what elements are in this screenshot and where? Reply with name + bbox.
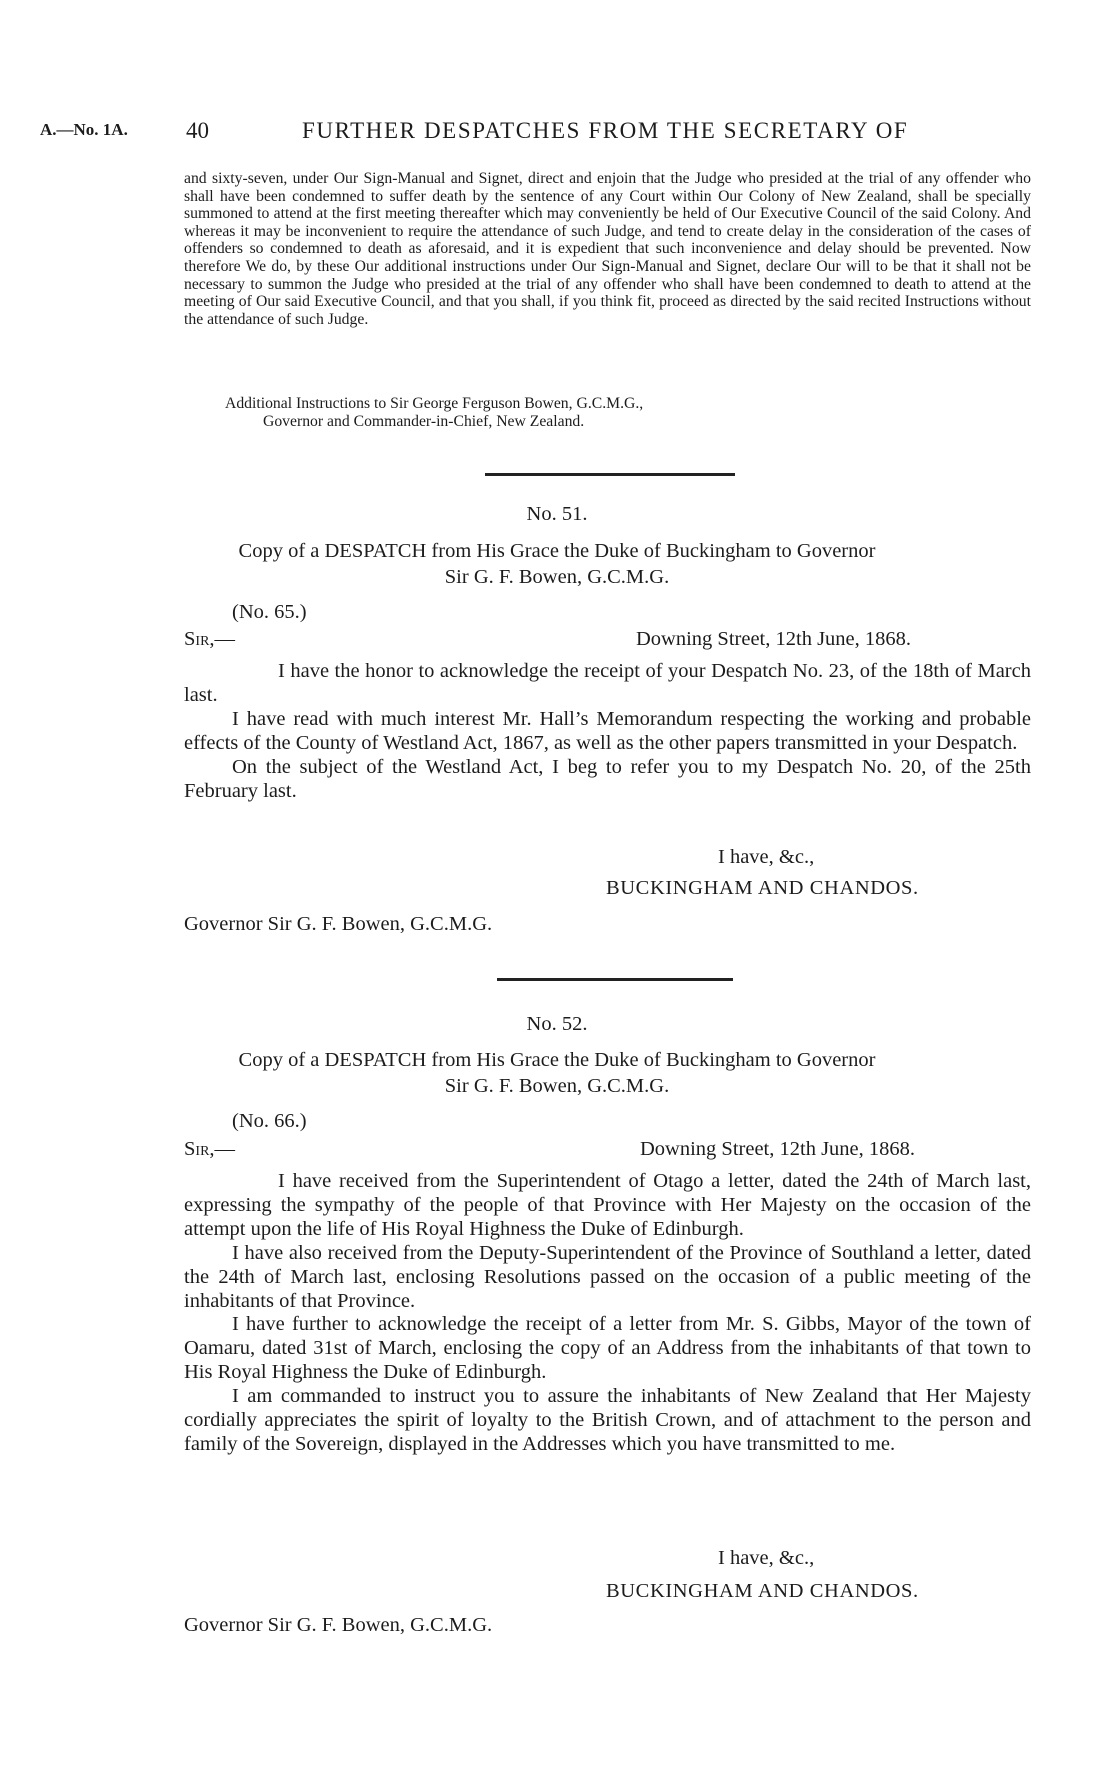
body-paragraph: On the subject of the Westland Act, I beg to refer you to my Despatch No. 20, of the 25th February last. bbox=[184, 755, 1031, 802]
continuation-paragraph: and sixty-seven, under Our Sign-Manual and Signet, direct and enjoin that the Judge who presided at the trial of any offender who shall have been condemned to suffer death by the sentence of any Court within Our Colony of New Zealand, shall be specially summoned to attend at the first meeting thereafter which may conveniently be held of Our Executive Council of the said Colony. And whereas it may be inconvenient to require the attendance of such Judge, and tend to create delay in the consideration of the cases of offenders so condemned to death as aforesaid, and it is expedient that such inconvenience and delay should be prevented. Now therefore We do, by these Our additional instructions under Our Sign-Manual and Signet, declare Our will to be that it shall not be necessary to summon the Judge who presided at the trial of any offender who shall have been condemned to death to attend at the meeting of Our said Executive Council, and that you shall, if you think fit, proceed as directed by the said recited Instructions without the attendance of such Judge. bbox=[184, 170, 1031, 328]
despatch-51-body bbox=[184, 660, 1031, 803]
additional-instructions-addressee bbox=[225, 395, 643, 431]
despatch-51-heading-line-2: Sir G. F. Bowen, G.C.M.G. bbox=[444, 566, 670, 588]
despatch-52-body bbox=[184, 1170, 1031, 1457]
body-paragraph: I have also received from the Deputy-Superintendent of the Province of Southland a letter, dated the 24th of March last, enclosing Resolutions passed on the occasion of a public meeting of the inhabitants of that Province. bbox=[184, 1241, 1031, 1312]
despatch-51-closing: I have, &c., bbox=[718, 846, 815, 868]
addressee-line-1: Additional Instructions to Sir George Ferguson Bowen, G.C.M.G., bbox=[225, 395, 644, 412]
despatch-51-number: No. 51. bbox=[526, 503, 588, 525]
running-title: FURTHER DESPATCHES FROM THE SECRETARY OF bbox=[302, 118, 909, 143]
despatch-51-addressee: Governor Sir G. F. Bowen, G.C.M.G. bbox=[184, 913, 493, 935]
paper-reference: A.—No. 1A. bbox=[40, 120, 128, 139]
body-paragraph: I have read with much interest Mr. Hall’s Memorandum respecting the working and probable effects of the County of Westland Act, 1867, as well as the other papers transmitted in your Despatch. bbox=[184, 707, 1031, 754]
despatch-51-signature: BUCKINGHAM AND CHANDOS. bbox=[606, 877, 919, 899]
despatch-51-heading-line-1: Copy of a DESPATCH from His Grace the Duke of Buckingham to Governor bbox=[238, 540, 876, 562]
despatch-51-ref: (No. 65.) bbox=[232, 601, 307, 623]
addressee-line-2: Governor and Commander-in-Chief, New Zealand. bbox=[263, 413, 585, 430]
continuation-text bbox=[184, 170, 1031, 328]
despatch-51-salutation: Sir,— bbox=[184, 628, 236, 650]
despatch-51-place-date: Downing Street, 12th June, 1868. bbox=[636, 628, 912, 650]
page-number: 40 bbox=[186, 118, 209, 143]
body-paragraph: I am commanded to instruct you to assure the inhabitants of New Zealand that Her Majesty cordially appreciates the spirit of loyalty to the British Crown, and of attachment to the person and family of the Sovereign, displayed in the Addresses which you have transmitted to me. bbox=[184, 1385, 1031, 1455]
despatch-52-signature: BUCKINGHAM AND CHANDOS. bbox=[606, 1580, 919, 1602]
section-divider bbox=[485, 473, 735, 476]
despatch-52-ref: (No. 66.) bbox=[232, 1110, 307, 1132]
despatch-52-heading-line-2: Sir G. F. Bowen, G.C.M.G. bbox=[444, 1075, 670, 1097]
page-header bbox=[40, 118, 1040, 148]
despatch-52-number: No. 52. bbox=[526, 1013, 588, 1035]
body-paragraph: I have further to acknowledge the receipt of a letter from Mr. S. Gibbs, Mayor of the town of Oamaru, dated 31st of March, enclosing the copy of an Address from the inhabitants of that town to His Royal Highness the Duke of Edinburgh. bbox=[184, 1313, 1031, 1384]
despatch-52-addressee: Governor Sir G. F. Bowen, G.C.M.G. bbox=[184, 1614, 493, 1636]
despatch-52-closing: I have, &c., bbox=[718, 1547, 815, 1569]
despatch-52-heading-line-1: Copy of a DESPATCH from His Grace the Duke of Buckingham to Governor bbox=[238, 1049, 876, 1071]
body-paragraph: I have received from the Superintendent of Otago a letter, dated the 24th of March last, expressing the sympathy of the people of that Province with Her Majesty on the occasion of the attempt upon the life of His Royal Highness the Duke of Edinburgh. bbox=[184, 1170, 1031, 1240]
section-divider bbox=[497, 978, 733, 981]
body-paragraph: I have the honor to acknowledge the receipt of your Despatch No. 23, of the 18th of March last. bbox=[184, 660, 1031, 706]
despatch-52-place-date: Downing Street, 12th June, 1868. bbox=[640, 1138, 916, 1160]
despatch-52-salutation: Sir,— bbox=[184, 1138, 236, 1160]
